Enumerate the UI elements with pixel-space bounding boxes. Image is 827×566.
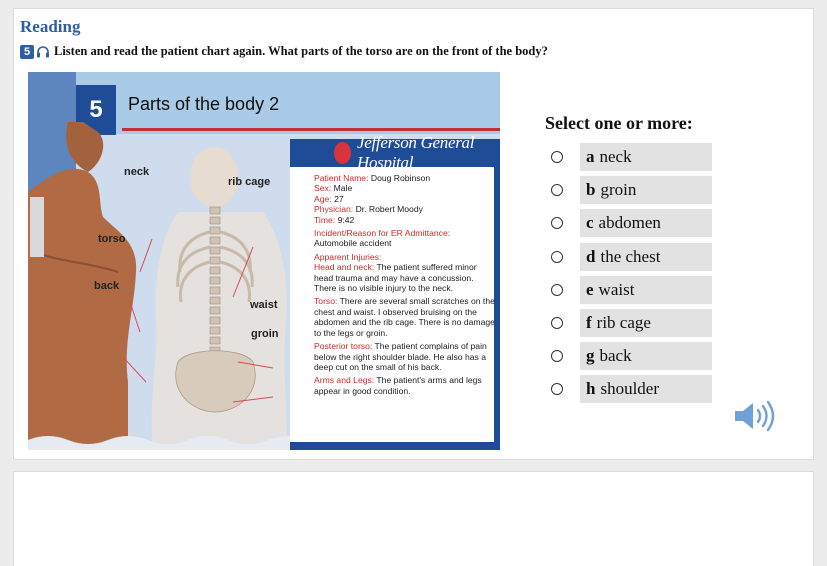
label-rib-cage: rib cage [228,176,271,188]
option-d[interactable] [551,243,712,271]
sex-value: Male [333,183,353,194]
option-e[interactable] [551,276,712,304]
arms-label: Arms and Legs: [314,375,375,386]
torso-value: There are several small scratches on the chest and waist. I observed bruising on the abdomen and the rib cage. There is no damage to the legs or groin. [314,296,495,338]
option-d-radio[interactable] [551,251,563,263]
option-letter: d [586,247,596,266]
incident-value: Automobile accident [314,238,392,249]
option-letter: a [586,147,595,166]
option-a-label[interactable] [580,143,712,171]
option-h-label[interactable] [580,375,712,403]
option-b-label[interactable] [580,176,712,204]
option-f-radio[interactable] [551,317,563,329]
option-b[interactable] [551,176,712,204]
arms-value: The patient's arms and legs appear in good condition. [314,375,482,396]
torso-label: Torso: [314,296,338,307]
option-b-radio[interactable] [551,184,563,196]
option-g[interactable] [551,342,712,370]
exercise-number-badge: 5 [20,45,34,59]
instruction-text: Listen and read the patient chart again. What parts of the torso are on the front of the body? [54,44,548,58]
patient-value: Doug Robinson [370,173,431,183]
unit-title: Parts of the body 2 [128,94,280,114]
headphones-icon [36,45,50,59]
option-h-radio[interactable] [551,383,563,395]
hospital-logo-icon [334,142,351,164]
injuries-label: Apparent Injuries: [314,251,382,262]
option-e-radio[interactable] [551,284,563,296]
option-text: shoulder [600,379,660,398]
label-neck: neck [124,166,150,178]
chart-text [314,173,498,396]
label-groin: groin [251,328,279,340]
option-e-label[interactable] [580,276,712,304]
option-f[interactable] [551,309,712,337]
head-value: The patient suffered minor head trauma and may have a concussion. There is no visible injury to the neck. [314,262,477,294]
physician-label: Physician: [314,204,354,215]
patient-label: Patient Name: [314,173,369,183]
option-g-radio[interactable] [551,350,563,362]
option-text: abdomen [598,213,661,232]
option-text: back [599,346,632,365]
section-heading: Reading [20,17,81,36]
label-waist: waist [250,299,278,311]
textbook-image [28,72,500,450]
unit-number: 5 [76,85,116,135]
option-letter: e [586,280,594,299]
option-text: neck [599,147,632,166]
option-h[interactable] [551,375,712,403]
hospital-name: Jefferson General Hospital [357,133,475,172]
option-text: groin [600,180,637,199]
physician-value: Dr. Robert Moody [355,204,423,215]
option-d-label[interactable] [580,243,712,271]
age-value: 27 [334,193,344,204]
option-text: waist [598,280,635,299]
body-illustration [28,122,318,450]
option-letter: f [586,313,592,332]
incident-label: Incident/Reason for ER Admittance: [314,228,451,239]
option-letter: h [586,379,596,398]
option-f-label[interactable] [580,309,712,337]
label-torso: torso [98,233,126,245]
option-c-label[interactable] [580,209,712,237]
head-label: Head and neck: [314,262,375,273]
speaker-icon[interactable] [731,398,779,434]
time-label: Time: [314,214,336,225]
next-question-card [13,471,814,566]
label-back: back [94,280,120,292]
select-heading: Select one or more: [545,113,693,133]
option-c[interactable] [551,209,712,237]
option-g-label[interactable] [580,342,712,370]
hospital-header [290,133,494,172]
option-text: the chest [600,247,661,266]
age-label: Age: [314,193,332,204]
sex-label: Sex: [314,183,332,194]
option-letter: g [586,346,595,365]
time-value: 9:42 [337,214,355,225]
posterior-label: Posterior torso: [314,341,373,352]
option-letter: c [586,213,594,232]
option-letter: b [586,180,596,199]
option-text: rib cage [596,313,651,332]
posterior-value: The patient complains of pain below the right shoulder blade. He also has a deep cut on the small of his back. [314,341,487,372]
option-a-radio[interactable] [551,151,563,163]
option-a[interactable] [551,143,712,171]
patient-chart [290,133,500,450]
option-c-radio[interactable] [551,217,563,229]
instruction [20,44,548,59]
